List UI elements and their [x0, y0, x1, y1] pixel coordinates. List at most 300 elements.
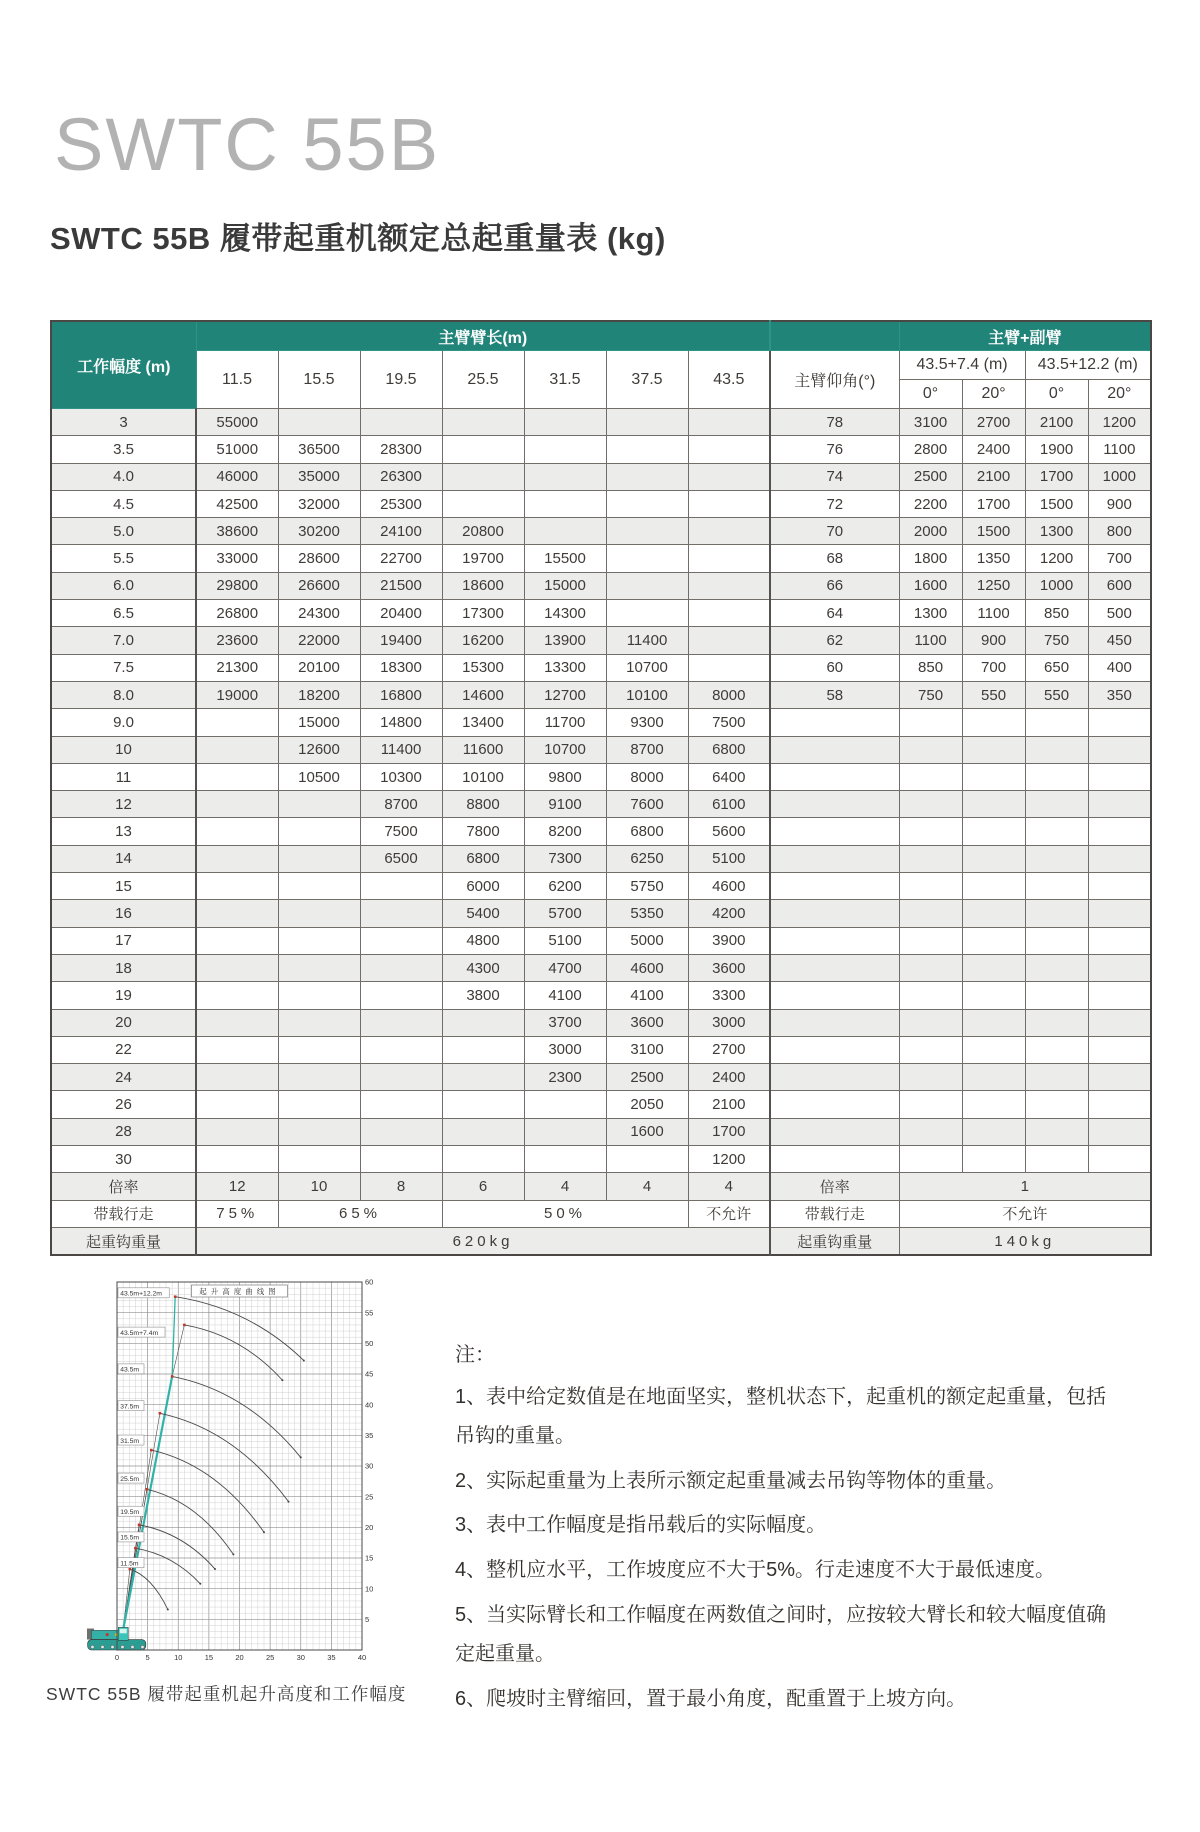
load-value-cell — [360, 1146, 442, 1173]
jib-angle-header: 20° — [1088, 380, 1151, 409]
jib-load-cell — [1088, 954, 1151, 981]
load-value-cell: 21500 — [360, 572, 442, 599]
load-value-cell: 5400 — [442, 900, 524, 927]
jib-angle-header: 20° — [962, 380, 1025, 409]
load-value-cell: 13300 — [524, 654, 606, 681]
load-value-cell: 2400 — [688, 1064, 770, 1091]
table-row — [51, 463, 1151, 490]
load-value-cell — [606, 409, 688, 436]
jib-load-cell: 1600 — [899, 572, 962, 599]
table-row — [51, 518, 1151, 545]
table-row — [51, 681, 1151, 708]
jib-angle-header: 0° — [899, 380, 962, 409]
travel-value-cell: 75% — [196, 1200, 278, 1227]
load-value-cell — [360, 900, 442, 927]
chart-title: 起升高度曲线图 — [199, 1287, 280, 1296]
note-item: 3、表中工作幅度是指吊载后的实际幅度。 — [455, 1514, 827, 1537]
load-value-cell: 8000 — [606, 763, 688, 790]
load-value-cell — [278, 1064, 360, 1091]
ratio-label-jib: 倍率 — [770, 1173, 899, 1200]
load-value-cell: 6800 — [442, 845, 524, 872]
jib-load-cell: 600 — [1088, 572, 1151, 599]
jib-load-cell: 750 — [899, 681, 962, 708]
load-value-cell: 9300 — [606, 709, 688, 736]
jib-load-cell: 550 — [1025, 681, 1088, 708]
table-row — [51, 845, 1151, 872]
boom-angle-cell — [770, 1036, 899, 1063]
ratio-row — [51, 1173, 1151, 1200]
boom-length-header: 25.5 — [442, 351, 524, 409]
jib-load-cell — [1025, 1009, 1088, 1036]
load-value-cell — [442, 1036, 524, 1063]
load-value-cell — [278, 1118, 360, 1145]
chart-caption: SWTC 55B 履带起重机起升高度和工作幅度 — [46, 1684, 407, 1704]
load-value-cell — [606, 436, 688, 463]
boom-length-header: 31.5 — [524, 351, 606, 409]
load-value-cell: 7800 — [442, 818, 524, 845]
radius-cell: 5.5 — [51, 545, 196, 572]
notes-heading: 注： — [455, 1344, 495, 1366]
boom-label: 43.5m+12.2m — [120, 1290, 162, 1298]
load-value-cell — [360, 409, 442, 436]
table-row — [51, 954, 1151, 981]
lifting-height-diagram — [44, 1272, 389, 1672]
load-value-cell — [442, 1118, 524, 1145]
load-value-cell: 13400 — [442, 709, 524, 736]
boom-tip-marker — [134, 1547, 137, 1550]
jib-load-cell: 1100 — [1088, 436, 1151, 463]
jib-load-cell — [899, 1009, 962, 1036]
load-value-cell — [442, 409, 524, 436]
jib-load-cell: 1250 — [962, 572, 1025, 599]
jib-load-cell — [1088, 818, 1151, 845]
notes-section — [455, 1336, 1111, 1724]
load-value-cell: 33000 — [196, 545, 278, 572]
radius-cell: 6.5 — [51, 600, 196, 627]
boom-angle-cell: 62 — [770, 627, 899, 654]
boom-angle-cell: 64 — [770, 600, 899, 627]
load-value-cell: 7500 — [688, 709, 770, 736]
load-value-cell: 10700 — [606, 654, 688, 681]
load-value-cell — [688, 627, 770, 654]
x-tick-label: 30 — [296, 1653, 305, 1662]
jib-load-cell — [1088, 763, 1151, 790]
jib-load-cell — [1025, 1118, 1088, 1145]
load-value-cell: 2300 — [524, 1064, 606, 1091]
boom-angle-cell — [770, 763, 899, 790]
ratio-value-cell: 6 — [442, 1173, 524, 1200]
boom-angle-cell: 70 — [770, 518, 899, 545]
jib-load-cell — [1088, 736, 1151, 763]
table-row — [51, 490, 1151, 517]
load-value-cell: 55000 — [196, 409, 278, 436]
radius-cell: 18 — [51, 954, 196, 981]
load-value-cell: 10100 — [606, 681, 688, 708]
table-head — [51, 321, 1151, 409]
radius-cell: 30 — [51, 1146, 196, 1173]
jib-load-cell — [1025, 900, 1088, 927]
load-value-cell: 15300 — [442, 654, 524, 681]
radius-cell: 24 — [51, 1064, 196, 1091]
load-value-cell: 18600 — [442, 572, 524, 599]
load-chart-table — [50, 320, 1152, 1256]
height-curve — [139, 1525, 215, 1569]
jib-load-cell: 400 — [1088, 654, 1151, 681]
curve-end-dot — [300, 1456, 302, 1458]
jib-load-cell — [962, 1091, 1025, 1118]
load-value-cell — [278, 1036, 360, 1063]
radius-cell: 11 — [51, 763, 196, 790]
load-value-cell — [278, 954, 360, 981]
jib-load-cell — [1025, 1036, 1088, 1063]
boom-angle-cell: 78 — [770, 409, 899, 436]
curve-end-dot — [263, 1531, 265, 1533]
load-value-cell: 4600 — [688, 873, 770, 900]
table-row — [51, 873, 1151, 900]
jib-load-cell — [1025, 763, 1088, 790]
load-value-cell — [196, 1064, 278, 1091]
load-value-cell: 6500 — [360, 845, 442, 872]
boom-label: 15.5m — [120, 1534, 140, 1542]
track-wheel — [121, 1645, 124, 1648]
radius-cell: 7.5 — [51, 654, 196, 681]
load-value-cell: 38600 — [196, 518, 278, 545]
jib-load-cell — [899, 954, 962, 981]
jib-load-cell — [899, 927, 962, 954]
table-row — [51, 982, 1151, 1009]
jib-load-cell: 1000 — [1088, 463, 1151, 490]
jib-angle-header: 0° — [1025, 380, 1088, 409]
track-wheel — [111, 1645, 114, 1648]
jib-load-cell — [899, 791, 962, 818]
jib-load-cell: 1100 — [962, 600, 1025, 627]
load-value-cell: 5100 — [688, 845, 770, 872]
jib-load-cell — [1025, 791, 1088, 818]
table-row — [51, 791, 1151, 818]
load-value-cell: 4200 — [688, 900, 770, 927]
jib-load-cell — [1088, 873, 1151, 900]
load-value-cell: 26600 — [278, 572, 360, 599]
jib-load-cell — [1088, 927, 1151, 954]
load-value-cell: 19400 — [360, 627, 442, 654]
load-value-cell — [524, 1118, 606, 1145]
load-value-cell: 5700 — [524, 900, 606, 927]
height-curve — [160, 1413, 289, 1501]
boom-angle-cell — [770, 1009, 899, 1036]
load-value-cell — [278, 1009, 360, 1036]
jib-load-cell: 1350 — [962, 545, 1025, 572]
load-value-cell: 11600 — [442, 736, 524, 763]
load-value-cell — [278, 982, 360, 1009]
load-value-cell: 3100 — [606, 1036, 688, 1063]
load-value-cell — [196, 1009, 278, 1036]
load-value-cell — [196, 900, 278, 927]
radius-cell: 3.5 — [51, 436, 196, 463]
load-value-cell: 14600 — [442, 681, 524, 708]
curve-end-dot — [303, 1360, 305, 1362]
hook-weight-jib-value: 140kg — [899, 1227, 1151, 1255]
load-value-cell: 15000 — [524, 572, 606, 599]
jib-load-cell: 800 — [1088, 518, 1151, 545]
load-value-cell: 3900 — [688, 927, 770, 954]
load-value-cell: 8000 — [688, 681, 770, 708]
load-value-cell: 28600 — [278, 545, 360, 572]
load-value-cell: 3600 — [606, 1009, 688, 1036]
jib-load-cell — [962, 1009, 1025, 1036]
boom-angle-cell — [770, 818, 899, 845]
load-value-cell — [688, 518, 770, 545]
load-value-cell: 15500 — [524, 545, 606, 572]
note-item: 4、整机应水平，工作坡度应不大于5%。行走速度不大于最低速度。 — [455, 1558, 1056, 1581]
jib-load-cell — [1025, 982, 1088, 1009]
boom-angle-cell: 74 — [770, 463, 899, 490]
jib-load-cell: 2100 — [962, 463, 1025, 490]
boom-tip-marker — [129, 1568, 132, 1571]
radius-cell: 5.0 — [51, 518, 196, 545]
load-value-cell: 3600 — [688, 954, 770, 981]
ratio-jib-value: 1 — [899, 1173, 1151, 1200]
load-value-cell: 25300 — [360, 490, 442, 517]
track-wheel — [141, 1645, 144, 1648]
jib-load-cell — [899, 818, 962, 845]
boom-angle-cell: 60 — [770, 654, 899, 681]
jib-load-cell — [1088, 1036, 1151, 1063]
jib-load-cell — [1088, 845, 1151, 872]
load-value-cell: 10500 — [278, 763, 360, 790]
load-value-cell: 6100 — [688, 791, 770, 818]
boom-length-header: 11.5 — [196, 351, 278, 409]
angle-group-spacer — [770, 321, 899, 351]
jib-load-cell — [1025, 1064, 1088, 1091]
x-tick-label: 15 — [204, 1653, 214, 1662]
jib-config-header: 43.5+7.4 (m) — [899, 351, 1025, 380]
load-value-cell — [196, 982, 278, 1009]
load-value-cell: 23600 — [196, 627, 278, 654]
jib-load-cell: 1300 — [899, 600, 962, 627]
radius-cell: 7.0 — [51, 627, 196, 654]
load-value-cell: 30200 — [278, 518, 360, 545]
radius-cell: 12 — [51, 791, 196, 818]
boom-angle-cell: 76 — [770, 436, 899, 463]
load-value-cell: 19700 — [442, 545, 524, 572]
load-value-cell — [278, 873, 360, 900]
load-value-cell — [196, 1091, 278, 1118]
jib-load-cell — [1088, 1118, 1151, 1145]
jib-load-cell: 2200 — [899, 490, 962, 517]
load-value-cell: 11400 — [606, 627, 688, 654]
jib-load-cell: 450 — [1088, 627, 1151, 654]
jib-load-cell: 1500 — [962, 518, 1025, 545]
jib-load-cell: 1300 — [1025, 518, 1088, 545]
load-value-cell — [196, 1118, 278, 1145]
load-value-cell: 1200 — [688, 1146, 770, 1173]
jib-load-cell: 350 — [1088, 681, 1151, 708]
main-boom-group-header: 主臂臂长(m) — [196, 321, 770, 351]
load-value-cell — [278, 791, 360, 818]
load-value-cell: 8200 — [524, 818, 606, 845]
load-value-cell — [606, 490, 688, 517]
radius-cell: 3 — [51, 409, 196, 436]
load-value-cell: 14800 — [360, 709, 442, 736]
table-row — [51, 545, 1151, 572]
load-value-cell: 6250 — [606, 845, 688, 872]
load-value-cell: 8800 — [442, 791, 524, 818]
load-value-cell: 24100 — [360, 518, 442, 545]
table-row — [51, 763, 1151, 790]
load-value-cell: 21300 — [196, 654, 278, 681]
load-value-cell: 16200 — [442, 627, 524, 654]
load-value-cell: 3000 — [688, 1009, 770, 1036]
jib-load-cell — [899, 1064, 962, 1091]
load-value-cell — [524, 409, 606, 436]
radius-cell: 13 — [51, 818, 196, 845]
load-value-cell: 2100 — [688, 1091, 770, 1118]
jib-load-cell — [1088, 791, 1151, 818]
jib-load-cell — [1025, 1146, 1088, 1173]
load-value-cell — [360, 1091, 442, 1118]
load-value-cell — [360, 982, 442, 1009]
load-value-cell — [606, 545, 688, 572]
jib-load-cell — [899, 845, 962, 872]
ratio-label: 倍率 — [51, 1173, 196, 1200]
jib-load-cell: 700 — [962, 654, 1025, 681]
load-value-cell — [524, 1091, 606, 1118]
load-value-cell — [688, 572, 770, 599]
x-tick-label: 5 — [145, 1653, 150, 1662]
boom-length-header: 19.5 — [360, 351, 442, 409]
jib-load-cell — [962, 736, 1025, 763]
boom-label: 19.5m — [120, 1508, 140, 1516]
radius-cell: 10 — [51, 736, 196, 763]
load-value-cell — [278, 845, 360, 872]
table-row — [51, 1091, 1151, 1118]
load-value-cell: 8700 — [360, 791, 442, 818]
table-row — [51, 572, 1151, 599]
load-value-cell: 32000 — [278, 490, 360, 517]
load-value-cell — [278, 900, 360, 927]
jib-load-cell — [899, 1091, 962, 1118]
boom-angle-cell — [770, 736, 899, 763]
jib-load-cell — [1025, 736, 1088, 763]
load-value-cell: 26800 — [196, 600, 278, 627]
boom-angle-cell — [770, 873, 899, 900]
track-wheel — [101, 1645, 104, 1648]
boom-angle-cell — [770, 1146, 899, 1173]
jib-group-header: 主臂+副臂 — [899, 321, 1151, 351]
boom-label: 43.5m — [120, 1366, 140, 1374]
load-value-cell — [196, 818, 278, 845]
boom-length-header: 43.5 — [688, 351, 770, 409]
load-value-cell — [688, 600, 770, 627]
load-value-cell: 28300 — [360, 436, 442, 463]
jib-load-cell — [899, 709, 962, 736]
load-value-cell — [196, 791, 278, 818]
jib-load-cell — [962, 900, 1025, 927]
jib-load-cell: 1700 — [1025, 463, 1088, 490]
jib-load-cell — [899, 736, 962, 763]
load-value-cell: 10300 — [360, 763, 442, 790]
y-tick-label: 10 — [365, 1584, 374, 1594]
boom-angle-cell — [770, 927, 899, 954]
jib-load-cell: 500 — [1088, 600, 1151, 627]
hook-weight-main-value: 620kg — [196, 1227, 770, 1255]
load-value-cell — [442, 490, 524, 517]
load-value-cell — [442, 1064, 524, 1091]
load-value-cell: 3700 — [524, 1009, 606, 1036]
jib-load-cell: 1200 — [1025, 545, 1088, 572]
header-row-lengths — [51, 351, 1151, 380]
note-item: 6、爬坡时主臂缩回，置于最小角度，配重置于上坡方向。 — [455, 1687, 967, 1710]
boom-angle-cell — [770, 1091, 899, 1118]
header-row-groups — [51, 321, 1151, 351]
load-value-cell — [442, 1146, 524, 1173]
load-value-cell: 8700 — [606, 736, 688, 763]
jib-load-cell — [962, 1118, 1025, 1145]
y-tick-label: 40 — [365, 1400, 374, 1410]
jib-load-cell: 2000 — [899, 518, 962, 545]
jib-load-cell — [962, 954, 1025, 981]
table-row — [51, 1064, 1151, 1091]
load-value-cell — [606, 572, 688, 599]
load-value-cell: 20800 — [442, 518, 524, 545]
load-value-cell: 51000 — [196, 436, 278, 463]
load-value-cell — [688, 654, 770, 681]
jib-load-cell — [962, 873, 1025, 900]
travel-value-cell: 不允许 — [688, 1200, 770, 1227]
jib-load-cell: 2100 — [1025, 409, 1088, 436]
jib-load-cell — [962, 927, 1025, 954]
jib-load-cell: 650 — [1025, 654, 1088, 681]
boom-tip-marker — [159, 1412, 162, 1415]
red-accent — [106, 1633, 109, 1636]
radius-cell: 22 — [51, 1036, 196, 1063]
load-value-cell: 4300 — [442, 954, 524, 981]
radius-cell: 17 — [51, 927, 196, 954]
jib-load-cell: 900 — [1088, 490, 1151, 517]
load-value-cell — [360, 1036, 442, 1063]
load-value-cell: 35000 — [278, 463, 360, 490]
jib-load-cell — [899, 1146, 962, 1173]
radius-cell: 26 — [51, 1091, 196, 1118]
jib-load-cell — [962, 1036, 1025, 1063]
load-value-cell — [196, 709, 278, 736]
jib-load-cell: 700 — [1088, 545, 1151, 572]
jib-load-cell: 850 — [1025, 600, 1088, 627]
load-value-cell: 3300 — [688, 982, 770, 1009]
load-value-cell: 18300 — [360, 654, 442, 681]
load-value-cell: 6800 — [606, 818, 688, 845]
load-value-cell: 12700 — [524, 681, 606, 708]
jib-load-cell — [899, 1118, 962, 1145]
load-value-cell — [524, 1146, 606, 1173]
load-value-cell: 20100 — [278, 654, 360, 681]
load-value-cell: 6000 — [442, 873, 524, 900]
load-value-cell: 22700 — [360, 545, 442, 572]
load-value-cell: 5100 — [524, 927, 606, 954]
jib-load-cell — [962, 791, 1025, 818]
table-body — [51, 409, 1151, 1256]
load-value-cell: 19000 — [196, 681, 278, 708]
load-value-cell — [196, 1146, 278, 1173]
load-value-cell: 7600 — [606, 791, 688, 818]
y-tick-label: 45 — [365, 1369, 374, 1379]
boom-label: 25.5m — [120, 1475, 140, 1483]
jib-load-cell: 550 — [962, 681, 1025, 708]
jib-load-cell — [1088, 1146, 1151, 1173]
load-value-cell: 3800 — [442, 982, 524, 1009]
boom-tip-marker — [150, 1449, 153, 1452]
load-value-cell: 7300 — [524, 845, 606, 872]
